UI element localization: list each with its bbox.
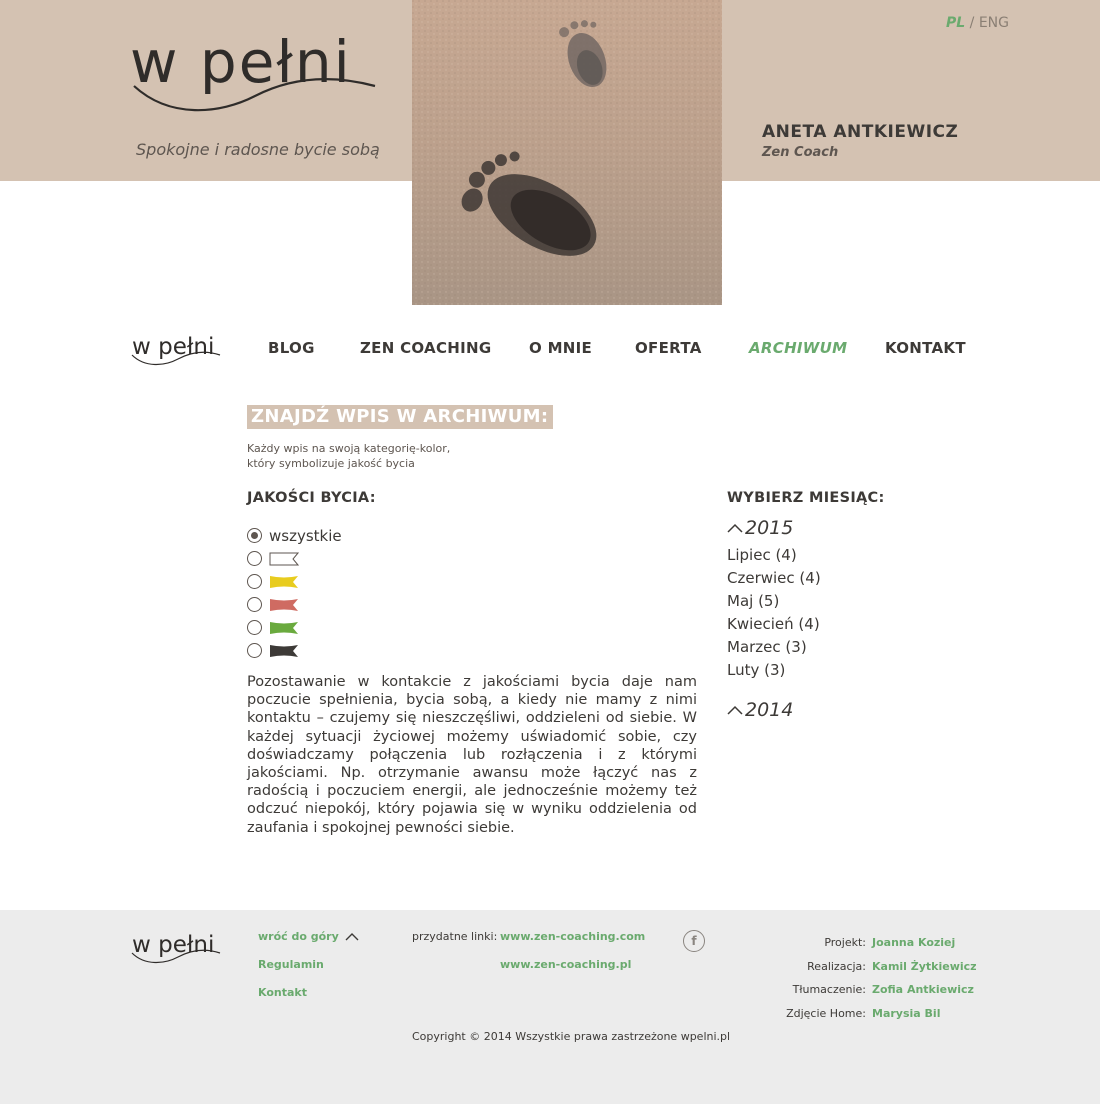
credit-label: Zdjęcie Home: xyxy=(786,1007,866,1020)
flag-green-icon xyxy=(269,621,299,635)
language-switcher xyxy=(946,15,1009,31)
month-link[interactable]: Maj (5) xyxy=(727,592,780,610)
copyright: Copyright © 2014 Wszystkie prawa zastrzeżone wpelni.pl xyxy=(412,1030,731,1043)
category-option-red[interactable] xyxy=(247,593,342,616)
archive-title: ZNAJDŹ WPIS W ARCHIWUM: xyxy=(247,405,553,429)
year-label-2015: 2015 xyxy=(745,517,794,539)
credit-label: Realizacja: xyxy=(807,960,866,973)
facebook-icon[interactable]: f xyxy=(683,930,705,952)
category-option-white[interactable] xyxy=(247,547,342,570)
category-option-yellow[interactable] xyxy=(247,570,342,593)
month-link[interactable]: Luty (3) xyxy=(727,661,786,679)
credit-value[interactable]: Kamil Żytkiewicz xyxy=(872,960,977,973)
category-radio-green[interactable] xyxy=(247,620,262,635)
year-label-2014: 2014 xyxy=(745,699,794,721)
footer-logo[interactable] xyxy=(130,928,222,964)
link-zen-coaching-com[interactable]: www.zen-coaching.com xyxy=(500,930,646,943)
svg-text:w pełni: w pełni xyxy=(130,28,352,96)
lang-separator: / xyxy=(965,15,979,31)
category-label-all: wszystkie xyxy=(269,526,342,545)
chevron-up-icon xyxy=(727,705,743,715)
back-to-top-label: wróć do góry xyxy=(258,930,339,943)
hero-photo-footprints xyxy=(412,0,722,305)
logo[interactable] xyxy=(130,24,380,114)
nav-kontakt[interactable]: KONTAKT xyxy=(885,339,966,357)
regulamin-link[interactable]: Regulamin xyxy=(258,958,324,971)
year-toggle-2015[interactable] xyxy=(727,517,793,539)
nav-archiwum[interactable]: ARCHIWUM xyxy=(749,339,848,357)
flag-black-icon xyxy=(269,644,299,658)
category-radio-list xyxy=(247,524,342,662)
credit-value[interactable]: Zofia Antkiewicz xyxy=(872,983,974,996)
tagline: Spokojne i radosne bycie sobą xyxy=(136,140,380,159)
month-list-2015 xyxy=(727,545,821,683)
useful-links-label: przydatne linki: xyxy=(412,930,498,943)
svg-text:w pełni: w pełni xyxy=(132,334,215,360)
month-link[interactable]: Kwiecień (4) xyxy=(727,615,820,633)
category-option-green[interactable] xyxy=(247,616,342,639)
lang-pl[interactable]: PL xyxy=(946,15,966,31)
owner-name: ANETA ANTKIEWICZ xyxy=(762,122,959,142)
owner-role: Zen Coach xyxy=(762,145,839,160)
category-radio-white[interactable] xyxy=(247,551,262,566)
category-radio-yellow[interactable] xyxy=(247,574,262,589)
flag-yellow-icon xyxy=(269,575,299,589)
back-to-top-link[interactable] xyxy=(258,930,359,943)
lang-eng[interactable]: ENG xyxy=(978,15,1009,31)
chevron-up-icon xyxy=(345,932,359,941)
category-radio-black[interactable] xyxy=(247,643,262,658)
month-link[interactable]: Lipiec (4) xyxy=(727,546,797,564)
archive-description-line2: który symbolizuje jakość bycia xyxy=(247,457,415,470)
category-radio-all[interactable] xyxy=(247,528,262,543)
month-link[interactable]: Marzec (3) xyxy=(727,638,807,656)
archive-description xyxy=(247,441,450,471)
category-radio-red[interactable] xyxy=(247,597,262,612)
chevron-up-icon xyxy=(727,523,743,533)
year-toggle-2014[interactable] xyxy=(727,699,793,721)
archive-description-line1: Każdy wpis na swoją kategorię-kolor, xyxy=(247,442,451,455)
credit-label: Tłumaczenie: xyxy=(792,983,866,996)
categories-heading: JAKOŚCI BYCIA: xyxy=(247,490,376,506)
category-option-all[interactable] xyxy=(247,524,342,547)
link-zen-coaching-pl[interactable]: www.zen-coaching.pl xyxy=(500,958,632,971)
kontakt-link[interactable]: Kontakt xyxy=(258,986,307,999)
credit-label: Projekt: xyxy=(824,936,866,949)
category-option-black[interactable] xyxy=(247,639,342,662)
nav-oferta[interactable]: OFERTA xyxy=(635,339,702,357)
credit-value[interactable]: Marysia Bil xyxy=(872,1007,941,1020)
nav-blog[interactable]: BLOG xyxy=(268,339,315,357)
month-link[interactable]: Czerwiec (4) xyxy=(727,569,821,587)
svg-text:w pełni: w pełni xyxy=(132,932,215,958)
flag-white-icon xyxy=(269,552,299,566)
main-nav xyxy=(0,339,1100,359)
nav-o-mnie[interactable]: O MNIE xyxy=(529,339,593,357)
flag-red-icon xyxy=(269,598,299,612)
archive-body-text: Pozostawanie w kontakcie z jakościami bycia daje nam poczucie spełnienia, bycia sobą, a kiedy nie mamy z nimi kontaktu – czujemy się nieszczęśliwi, oddzieleni od siebie. W każdej sytuacji życiowej możemy uświadomić sobie, czy doświadczamy połączenia lub rozłączenia i z którymi jakościami. Np. otrzymanie awansu może łączyć nas z radością i poczuciem energii, ale jednocześnie możemy też odczuć niepokój, który pojawia się w wyniku oddzielenia od zaufania i spokojnej pewności siebie. xyxy=(247,674,697,836)
month-heading: WYBIERZ MIESIĄC: xyxy=(727,490,885,506)
nav-zen-coaching[interactable]: ZEN COACHING xyxy=(360,339,492,357)
credit-value[interactable]: Joanna Koziej xyxy=(872,936,956,949)
